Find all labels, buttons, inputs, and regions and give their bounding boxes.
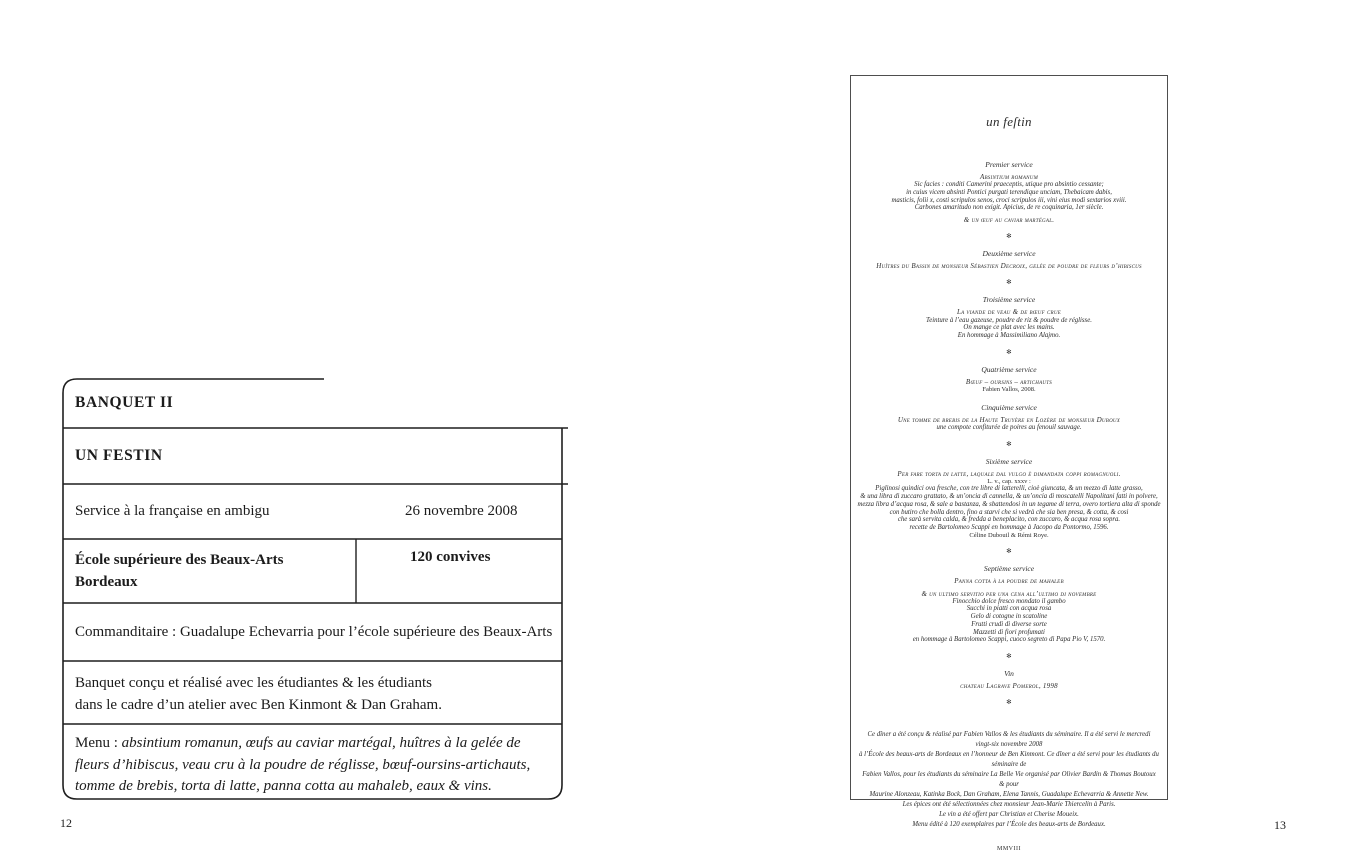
menu-recipe-line: une compote confiturée de poires au fenouil sauvage. (936, 423, 1082, 431)
location-cell (75, 549, 355, 593)
service-date: 26 novembre 2008 (405, 503, 518, 519)
menu-note-line: Fabien Vallos, 2008. (982, 385, 1036, 393)
menu-recipe-line: Finocchio dolce fresco mondato il gambo (952, 597, 1066, 605)
menu-dish-line: Per fare torta di latte, laquale dal vulgo è dimandata coppi romagnuoli. (897, 469, 1121, 478)
colophon-line: Maurine Alonzeau, Katinka Bock, Dan Graham, Elena Tannis, Guadalupe Echevarria & Annette New. (869, 791, 1149, 799)
menu-summary (75, 733, 547, 798)
menu-dish-line: Huîtres du Bassin de monsieur Sébastien Decroix, gelée de poudre de fleurs d’hibiscus (876, 262, 1142, 271)
menu-section-heading: Vin (1004, 669, 1014, 678)
menu-recipe-line: recette de Bartolomeo Scappi en hommage à Jacopo da Pontormo, 1596. (909, 523, 1109, 531)
menu-recipe-line: En hommage à Massimiliano Alajmo. (957, 332, 1061, 340)
colophon-line: Le vin a été offert par Christian et Cherise Moueix. (939, 811, 1079, 819)
menu-recipe-line: en hommage à Bartolomeo Scappi, cuoco segreto di Papa Pio V, 1570. (912, 636, 1106, 644)
menu-section-heading: Premier service (985, 160, 1033, 169)
menu-content (851, 76, 1167, 852)
menu-dish-line: Panna cotta à la poudre de mahaleb (954, 577, 1064, 586)
colophon-line: Fabien Vallos, pour les étudiants du séminaire La Belle Vie organisé par Olivier Bardin & Thomas Boutoux & pour (862, 771, 1156, 789)
banquet-table (62, 378, 572, 802)
menu-section (851, 249, 1167, 286)
menu-section (851, 457, 1167, 556)
colophon-line: Les épices ont été sélectionnées chez monsieur Jean-Marie Thiercelin à Paris. (902, 801, 1116, 809)
concept-cell (75, 672, 442, 716)
menu-label: Menu : (75, 735, 118, 751)
menu-recipe-line: Succhi in piatti con acqua rosa (966, 605, 1052, 613)
menu-section (851, 160, 1167, 240)
menu-recipe-line: & una libra di zuccaro grattato, & un’oncia di cannella, & un’oncia di moscatelli Napolitani fatti in polvere, (860, 493, 1158, 501)
menu-year: MMVIII (997, 846, 1021, 853)
menu-sections (851, 160, 1167, 706)
fleuron-ornament: ✻ (1006, 547, 1012, 556)
fleuron-ornament: ✻ (1006, 652, 1012, 660)
menu-title: un feſtin (986, 114, 1032, 129)
menu-dish-line: & un œuf au caviar martégal. (963, 216, 1055, 225)
menu-recipe-line: che sarà servita calda, & fredda a beneplacito, con zuccaro, & acqua rosa sopra. (897, 516, 1121, 524)
menu-note-line: L. v., cap. xxxv : (987, 477, 1031, 485)
menu-recipe-line: con butiro che bolla dentro, fino a starvi che si vedrà che sia ben presa, & cotta, & cosi (889, 508, 1129, 516)
fleuron-ornament: ✻ (1006, 232, 1012, 241)
table-row-service (62, 484, 563, 539)
table-row-menu (62, 724, 563, 800)
menu-recipe-line: mezza libra d’acqua rosa, & sale a bastanza, & sbattendosi in un tegame di terra, overo tortiera alta di sponde (857, 500, 1161, 508)
menu-section-heading: Sixième service (985, 456, 1033, 466)
menu-colophon (851, 730, 1167, 830)
menu-dish-line: Une tomme de brebis de la Haute Truyère en Lozère de monsieur Duboux (897, 415, 1121, 424)
menu-note-line: Céline Dubouil & Rémi Roye. (969, 531, 1049, 539)
guest-count: 120 convives (410, 549, 491, 565)
menu-section (851, 564, 1167, 660)
menu-dish-line: Absintium romanum (979, 173, 1039, 181)
menu-section (851, 669, 1167, 706)
colophon-line: à l’École des beaux-arts de Bordeaux en l’honneur de Ben Kinmont. Ce dîner a été servi pour les étudiants du séminaire de (859, 751, 1159, 769)
menu-recipe-line: Mazzetti di fiori profumati (973, 628, 1045, 636)
menu-section (851, 403, 1167, 448)
menu-block (851, 308, 1167, 339)
menu-block (851, 682, 1167, 690)
menu-section (851, 295, 1167, 355)
menu-dish-line: La viande de veau & de bœuf crue (956, 308, 1061, 317)
menu-dish-line: chateau Lagrave Pomerol, 1998 (960, 682, 1058, 690)
menu-recipe-line: Teinture à l’eau gazeuse, poudre de riz & poudre de réglisse. (926, 316, 1092, 324)
menu-section-heading: Cinquième service (981, 402, 1037, 412)
menu-section (851, 365, 1167, 394)
location-line-2: Bordeaux (75, 574, 138, 590)
menu-recipe-line: On mange ce plat avec les mains. (963, 324, 1055, 332)
menu-block (851, 173, 1167, 212)
menu-section-heading: Quatrième service (981, 364, 1037, 374)
menu-section-heading: Septième service (983, 564, 1035, 574)
fleuron-ornament: ✻ (1006, 347, 1012, 356)
menu-page (850, 75, 1168, 853)
menu-block (851, 416, 1167, 432)
menu-recipe-line: Frutti crudi di diverse sorte (971, 620, 1047, 628)
colophon-line: Menu édité à 120 exemplaires par l’École des beaux-arts de Bordeaux. (912, 821, 1106, 829)
menu-block (851, 262, 1167, 270)
table-row-title (62, 378, 563, 428)
colophon-line: Ce dîner a été conçu & réalisé par Fabien Vallos & les étudiants du séminaire. Il a été servi le mercredi vingt-six novembre 2008 (867, 731, 1151, 749)
table-row-concept (62, 661, 563, 724)
service-label: Service à la française en ambigu (75, 503, 270, 519)
table-row-subtitle (62, 428, 563, 484)
menu-block (851, 590, 1167, 644)
banquet-title: BANQUET II (75, 394, 174, 411)
menu-section-heading: Troisième service (982, 295, 1036, 305)
menu-section-heading: Deuxième service (982, 249, 1036, 259)
concept-line-2: dans le cadre d’un atelier avec Ben Kinmont & Dan Graham. (75, 697, 442, 713)
banquet-subtitle: UN FESTIN (75, 447, 163, 464)
page-number-right: 13 (1274, 818, 1286, 832)
menu-dish-line: & un ultimo servitio per una cena all’ultimo di novembre (921, 589, 1097, 598)
location-line-1: École supérieure des Beaux-Arts (75, 552, 284, 568)
menu-block (851, 216, 1167, 224)
menu-block (851, 378, 1167, 394)
menu-block (851, 577, 1167, 585)
menu-recipe-line: Sic facies : conditi Camerini praeceptis, utique pro absintio cessante; (914, 181, 1104, 189)
commissioner-text: Commanditaire : Guadalupe Echevarria pour l’école supérieure des Beaux-Arts (75, 623, 553, 640)
fleuron-ornament: ✻ (1006, 698, 1012, 707)
page-number-left: 12 (60, 816, 72, 830)
concept-line-1: Banquet conçu et réalisé avec les étudiantes & les étudiants (75, 675, 432, 691)
menu-dish-line: Bœuf – oursins – artichauts (965, 377, 1053, 386)
menu-recipe-line: Gelo di cotogne in scatoline (970, 613, 1048, 621)
table-row-location (62, 539, 563, 603)
table-row-commissioner (62, 603, 563, 661)
menu-block (851, 470, 1167, 540)
menu-recipe-line: in cuius vicem absinti Pontici purgati terendique unciam, Thebaicam dabis, (906, 188, 1112, 196)
fleuron-ornament: ✻ (1006, 278, 1012, 287)
menu-recipe-line: Piglinosi quindici ova fresche, con tre libre di latterelli, cioè giuncata, & un mezzo di latte grasso, (875, 485, 1143, 493)
menu-recipe-line: masticis, folii x, costi scripulos senos, croci scripulos iii, vini eius modi sextarios xviii. (891, 196, 1127, 204)
menu-summary-text: absintium romanun, œufs au caviar martégal, huîtres à la gelée de fleurs d’hibiscus, veau cru à la poudre de réglisse, bœuf-oursins-artichauts, tomme de brebis, torta di latte, panna cotta au mahaleb, eaux & vins. (75, 735, 531, 794)
menu-recipe-line: Carbones amaritudo non exigit. Apicius, de re coquinaria, 1er siècle. (914, 204, 1104, 212)
fleuron-ornament: ✻ (1006, 439, 1012, 448)
